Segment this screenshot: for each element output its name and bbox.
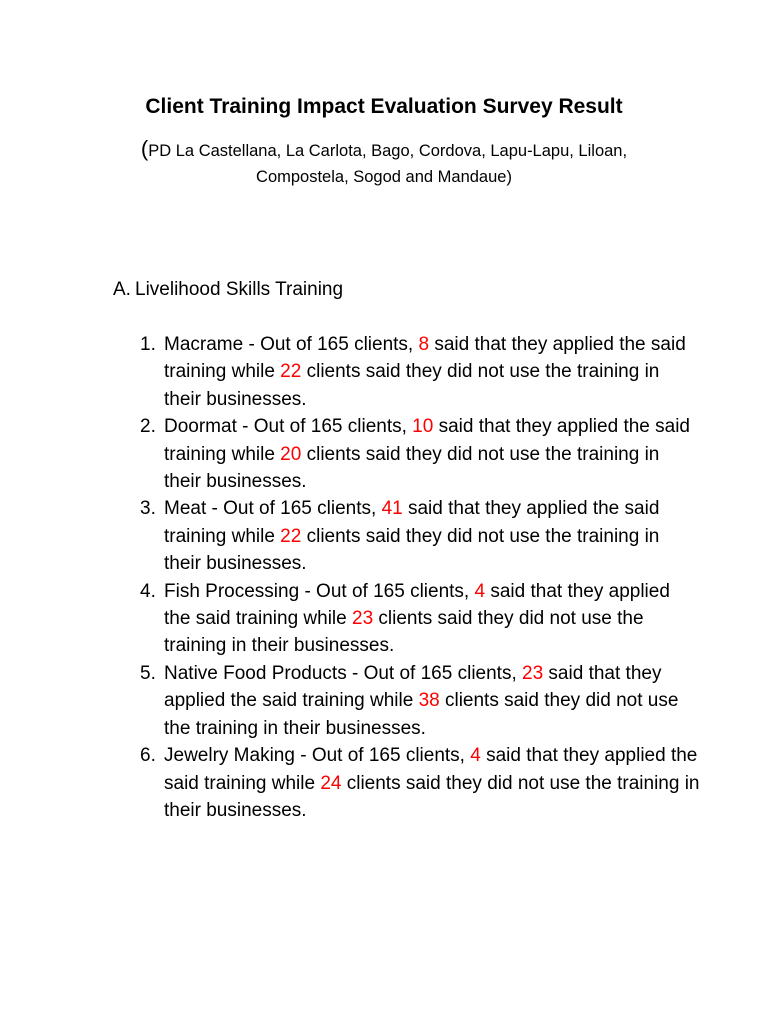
item-number: 1. (140, 334, 156, 355)
section-heading (113, 276, 343, 304)
item-suffix: clients said they did not use the training in their businesses. (164, 772, 700, 821)
item-name: Fish Processing (164, 580, 300, 602)
list-item (140, 742, 700, 824)
list-item (140, 413, 700, 495)
item-name: Meat (164, 498, 207, 520)
section-heading-text: Livelihood Skills Training (135, 279, 344, 300)
item-number: 3. (140, 498, 156, 520)
item-number: 2. (140, 416, 156, 438)
item-number: 4. (140, 580, 156, 602)
item-suffix: clients said they did not use the training in their businesses. (164, 608, 644, 657)
subtitle-open-paren: ( (140, 136, 149, 161)
item-prefix: - Out of 165 clients, (294, 745, 471, 767)
not-used-count: 22 (280, 361, 302, 383)
document-subtitle (110, 136, 658, 190)
item-middle: said that they applied the said training while (164, 498, 660, 547)
training-list (140, 331, 700, 824)
applied-count: 41 (381, 498, 403, 520)
item-number: 6. (140, 745, 156, 767)
not-used-count: 24 (320, 772, 342, 794)
item-prefix: - Out of 165 clients, (243, 334, 419, 355)
not-used-count: 20 (280, 443, 302, 465)
item-middle: said that they applied the said training while (164, 416, 690, 465)
item-middle: said that they applied the said training while (164, 745, 698, 794)
applied-count: 8 (418, 334, 430, 355)
applied-count: 4 (474, 580, 486, 602)
document-title: Client Training Impact Evaluation Survey Result (145, 95, 623, 118)
item-suffix: clients said they did not use the training in their businesses. (164, 443, 660, 493)
item-prefix: - Out of 165 clients, (236, 416, 413, 438)
applied-count: 23 (522, 662, 544, 684)
item-suffix: clients said they did not use the training in their businesses. (164, 690, 679, 739)
not-used-count: 38 (418, 690, 440, 712)
item-name: Jewelry Making (164, 745, 295, 767)
item-middle: said that they applied the said training while (164, 580, 670, 630)
subtitle-text: PD La Castellana, La Carlota, Bago, Cordova, Lapu-Lapu, Liloan, Compostela, Sogod and Mandaue) (148, 142, 628, 186)
item-name: Doormat (164, 416, 237, 438)
list-item (140, 660, 700, 742)
item-prefix: - Out of 165 clients, (206, 498, 382, 520)
item-number: 5. (140, 662, 156, 684)
applied-count: 4 (470, 745, 481, 767)
item-suffix: clients said they did not use the training in their businesses. (164, 361, 660, 410)
item-name: Macrame (164, 334, 244, 355)
list-item (140, 331, 700, 413)
item-prefix: - Out of 165 clients, (299, 580, 475, 602)
section-letter: A. (113, 279, 131, 300)
not-used-count: 23 (352, 608, 374, 630)
applied-count: 10 (412, 416, 434, 438)
item-prefix: - Out of 165 clients, (346, 662, 523, 684)
item-suffix: clients said they did not use the training in their businesses. (164, 525, 660, 575)
list-item (140, 495, 700, 577)
item-middle: said that they applied the said training while (164, 662, 662, 712)
item-name: Native Food Products (164, 662, 347, 684)
item-middle: said that they applied the said training while (164, 334, 686, 383)
not-used-count: 22 (280, 525, 302, 547)
list-item (140, 578, 700, 660)
